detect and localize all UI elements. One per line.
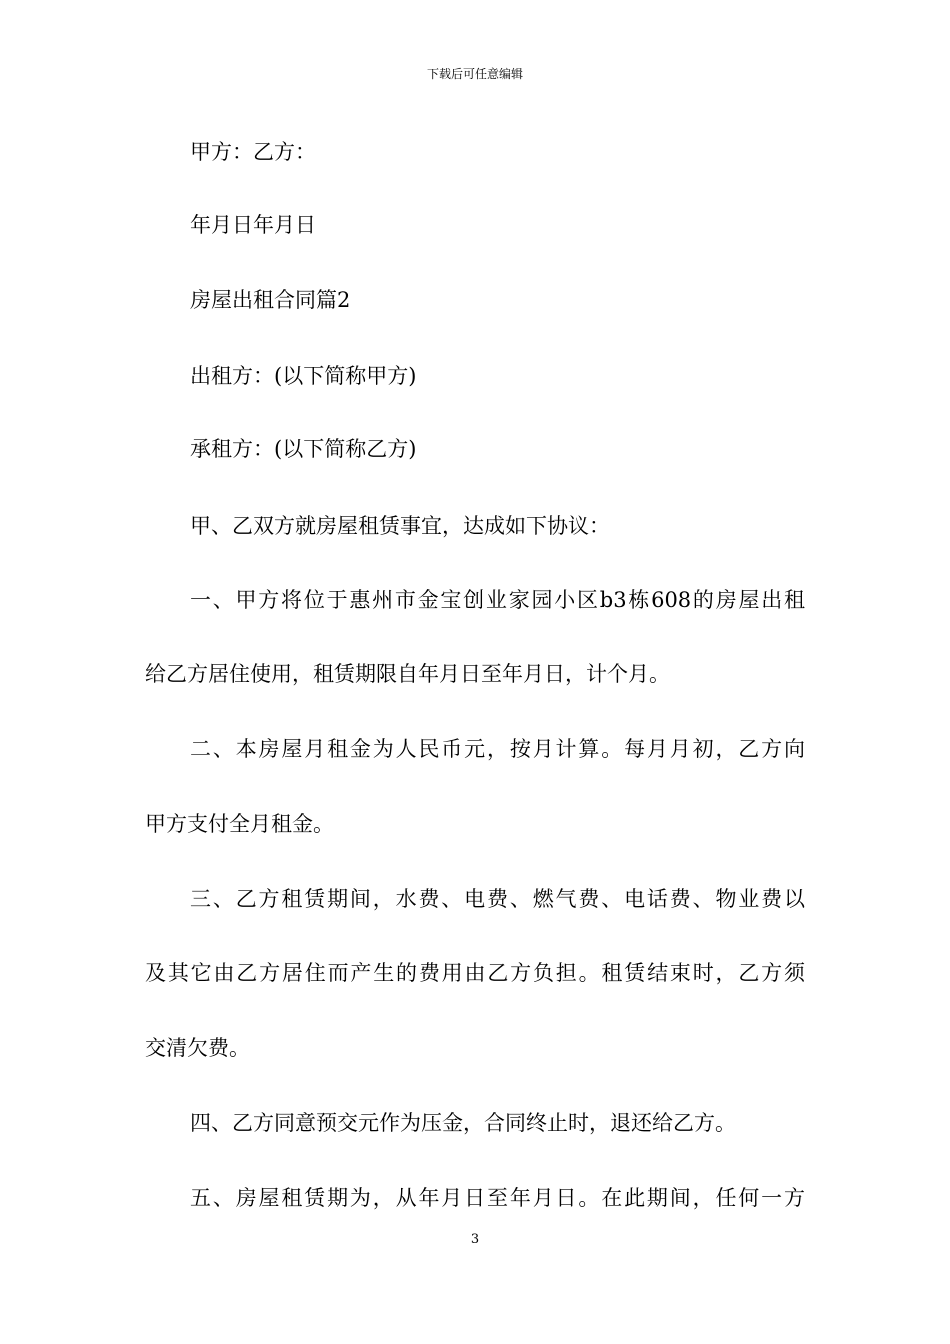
contract-title: 房屋出租合同篇2 [190, 288, 351, 312]
clause-1-line-2: 给乙方居住使用，租赁期限自年月日至年月日，计个月。 [145, 662, 670, 686]
agreement-intro: 甲、乙双方就房屋租赁事宜，达成如下协议： [190, 514, 610, 538]
clause-5-line-1: 五、房屋租赁期为，从年月日至年月日。在此期间，任何一方 [190, 1186, 805, 1210]
header-note: 下载后可任意编辑 [426, 67, 523, 81]
clause-3-line-1: 三、乙方租赁期间，水费、电费、燃气费、电话费、物业费以 [190, 887, 805, 911]
clause-4-line-1: 四、乙方同意预交元作为压金，合同终止时，退还给乙方。 [190, 1111, 736, 1135]
clause-2-line-2: 甲方支付全月租金。 [145, 812, 334, 836]
lessee-line: 承租方：(以下简称乙方) [190, 437, 417, 461]
signature-dates-line: 年月日年月日 [190, 213, 316, 237]
lessor-line: 出租方：(以下简称甲方) [190, 364, 417, 388]
signature-parties-line: 甲方：乙方： [190, 140, 316, 164]
clause-1-line-1: 一、甲方将位于惠州市金宝创业家园小区b3栋608的房屋出租 [190, 588, 805, 612]
clause-3-line-3: 交清欠费。 [145, 1036, 250, 1060]
clause-3-line-2: 及其它由乙方居住而产生的费用由乙方负担。租赁结束时，乙方须 [145, 961, 805, 985]
clause-2-line-1: 二、本房屋月租金为人民币元，按月计算。每月月初，乙方向 [190, 737, 805, 761]
page-number: 3 [470, 1232, 480, 1247]
